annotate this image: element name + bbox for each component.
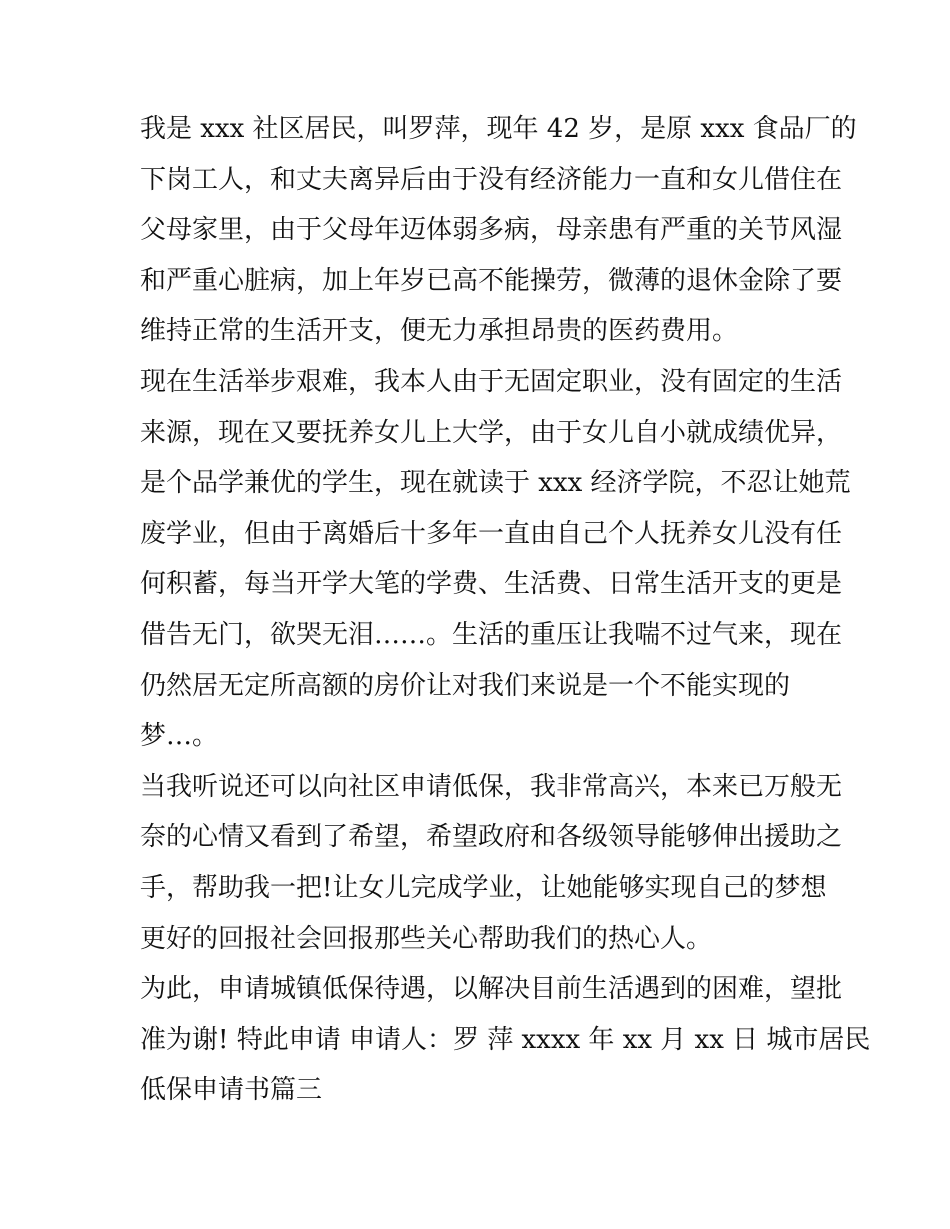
text-line: 梦…。: [140, 721, 219, 752]
text-line: 准为谢! 特此申请 申请人：罗 萍 xxxx 年 xx 月 xx 日 城市居民: [140, 1024, 871, 1055]
text-line: 为此，申请城镇低保待遇，以解决目前生活遇到的困难，望批: [140, 974, 843, 1005]
text-line: 下岗工人，和丈夫离异后由于没有经济能力一直和女儿借住在: [140, 164, 843, 195]
text-line: 借告无门，欲哭无泪……。生活的重压让我喘不过气来，现在: [140, 619, 843, 650]
text-line: 是个品学兼优的学生，现在就读于 xxx 经济学院，不忍让她荒: [140, 468, 851, 499]
text-line: 奈的心情又看到了希望，希望政府和各级领导能够伸出援助之: [140, 822, 843, 853]
text-line: 何积蓄，每当开学大笔的学费、生活费、日常生活开支的更是: [140, 569, 843, 600]
text-line: 手，帮助我一把!让女儿完成学业，让她能够实现自己的梦想: [140, 872, 827, 903]
text-line: 现在生活举步艰难，我本人由于无固定职业，没有固定的生活: [140, 366, 843, 397]
text-line: 当我听说还可以向社区申请低保，我非常高兴，本来已万般无: [140, 771, 843, 802]
text-line: 父母家里，由于父母年迈体弱多病，母亲患有严重的关节风湿: [140, 215, 843, 246]
text-line: 和严重心脏病，加上年岁已高不能操劳，微薄的退休金除了要: [140, 265, 843, 296]
text-line: 仍然居无定所高额的房价让对我们来说是一个不能实现的: [140, 670, 791, 701]
text-line: 我是 xxx 社区居民，叫罗萍，现年 42 岁，是原 xxx 食品厂的: [140, 114, 857, 144]
body-text: [140, 104, 871, 1116]
text-line: 低保申请书篇三: [140, 1075, 323, 1106]
text-line: 更好的回报社会回报那些关心帮助我们的热心人。: [140, 923, 713, 954]
text-line: 来源，现在又要抚养女儿上大学，由于女儿自小就成绩优异，: [140, 417, 843, 448]
text-line: 维持正常的生活开支，便无力承担昂贵的医药费用。: [140, 316, 739, 347]
text-line: 废学业，但由于离婚后十多年一直由自己个人抚养女儿没有任: [140, 518, 843, 549]
